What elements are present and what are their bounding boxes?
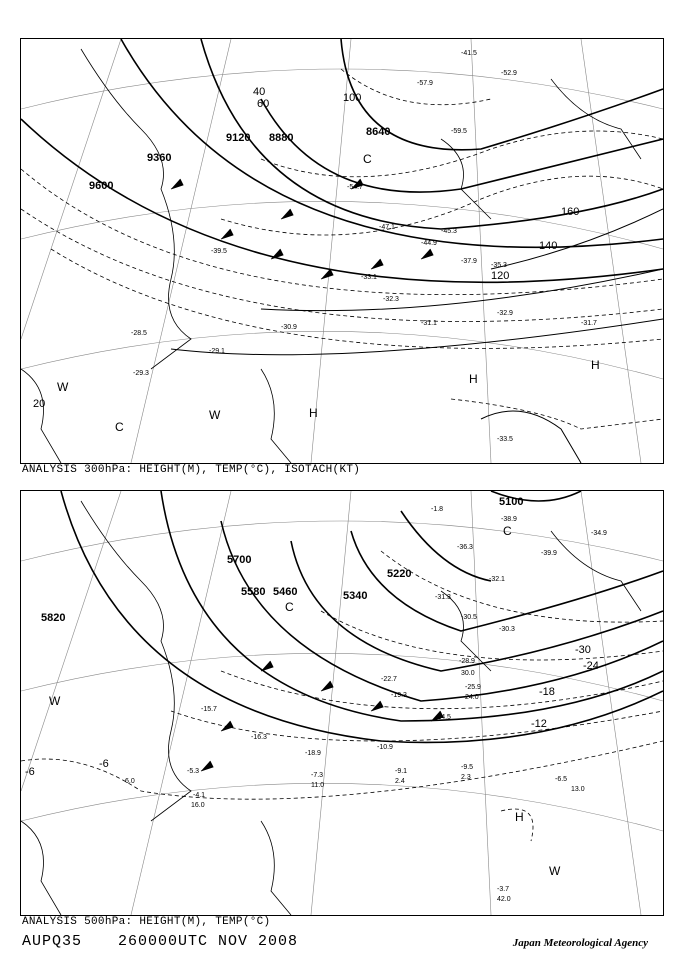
temp-label: -47.1 [379, 224, 395, 231]
isotach-label: 40 [253, 86, 266, 98]
isotherms-500 [21, 551, 663, 841]
temp-label: -30.5 [461, 614, 477, 621]
caption-500hpa: ANALYSIS 500hPa: HEIGHT(M), TEMP(°C) [22, 916, 271, 928]
height-label: 5340 [343, 590, 368, 602]
isotherm-label: -30 [575, 644, 591, 656]
temp-label: -30.3 [499, 626, 515, 633]
temp-label: -1.8 [431, 506, 444, 513]
cold-center-label: C [363, 152, 372, 166]
temp-label: -32.1 [489, 576, 505, 583]
temp-label: 13.0 [571, 786, 585, 793]
isotach-label: 20 [33, 398, 46, 410]
high-center-label: H [515, 810, 524, 824]
height-label: 8640 [366, 126, 391, 138]
isotach-label: 60 [257, 98, 270, 110]
temp-label: 16.0 [191, 802, 205, 809]
temp-label: -52.9 [501, 70, 517, 77]
product-code: AUPQ35 [22, 933, 83, 950]
temp-label: -38.9 [501, 516, 517, 523]
temp-label: -9.5 [461, 764, 474, 771]
temp-label: -33.5 [497, 436, 513, 443]
isotach-label: 100 [343, 92, 362, 104]
isotach-label: 160 [561, 206, 580, 218]
temp-label: -14.5 [435, 714, 451, 721]
temp-label: -32.3 [383, 296, 399, 303]
temp-label: -39.5 [211, 248, 227, 255]
chart-300hpa [20, 38, 664, 464]
temp-label: -15.7 [201, 706, 217, 713]
warm-center-label: W [209, 408, 221, 422]
temp-label: -16.3 [251, 734, 267, 741]
temp-label: -36.3 [457, 544, 473, 551]
agency-name: Japan Meteorological Agency [512, 937, 648, 949]
temp-label: -5.3 [187, 768, 200, 775]
temp-label: 6.0 [125, 778, 135, 785]
temp-label: -33.1 [361, 274, 377, 281]
height-label: 5460 [273, 586, 298, 598]
isotach-label: 120 [491, 270, 510, 282]
temp-label: -31.7 [581, 320, 597, 327]
temp-label: -57.9 [417, 80, 433, 87]
temp-label: 42.0 [497, 896, 511, 903]
product-line [22, 933, 324, 950]
height-label: 5580 [241, 586, 266, 598]
temp-label: -44.9 [421, 240, 437, 247]
temp-label: -25.9 [465, 684, 481, 691]
temp-label: -19.3 [391, 692, 407, 699]
height-label: 5100 [499, 496, 524, 508]
height-label: 9600 [89, 180, 114, 192]
temp-label: -45.3 [441, 228, 457, 235]
temp-label: -29.1 [209, 348, 225, 355]
isotherm-label: -6 [99, 758, 109, 770]
isotach-label: 140 [539, 240, 558, 252]
temp-label: -18.9 [305, 750, 321, 757]
isotherm-label: -12 [531, 718, 547, 730]
map-300hpa [21, 39, 663, 463]
height-label: 5220 [387, 568, 412, 580]
cold-center-label: C [503, 524, 512, 538]
temp-label: -4.1 [193, 792, 206, 799]
warm-center-label: W [49, 694, 61, 708]
height-label: 9120 [226, 132, 251, 144]
temp-label: -28.9 [459, 658, 475, 665]
height-contours-500 [61, 491, 663, 742]
temp-label: 30.0 [461, 670, 475, 677]
temp-label: 24.0 [465, 694, 479, 701]
cold-center-label: C [285, 600, 294, 614]
isotherm-label: -6 [25, 766, 35, 778]
isotachs-300 [171, 209, 663, 463]
height-contours-300 [21, 39, 663, 282]
warm-center-label: W [549, 864, 561, 878]
cold-center-label: C [115, 420, 124, 434]
map-500hpa [21, 491, 663, 915]
temp-label: 11.0 [311, 782, 325, 789]
temp-label: -41.5 [461, 50, 477, 57]
high-center-label: H [469, 372, 478, 386]
temp-label: -37.9 [461, 258, 477, 265]
valid-time: 260000UTC NOV 2008 [118, 933, 299, 950]
temp-label: -3.7 [497, 886, 510, 893]
warm-center-label: W [57, 380, 69, 394]
temp-label: -30.9 [281, 324, 297, 331]
chart-500hpa [20, 490, 664, 916]
temp-label: -6.5 [555, 776, 568, 783]
height-label: 9360 [147, 152, 172, 164]
temp-label: -10.9 [377, 744, 393, 751]
wind-barbs-500 [201, 661, 443, 771]
height-label: 5820 [41, 612, 66, 624]
high-center-label: H [591, 358, 600, 372]
height-label: 5700 [227, 554, 252, 566]
temp-label: -35.3 [491, 262, 507, 269]
temp-label: -9.1 [395, 768, 408, 775]
temp-label: 2.3 [461, 774, 471, 781]
temp-label: -59.5 [451, 128, 467, 135]
temp-label: -22.7 [381, 676, 397, 683]
temp-label: -31.1 [421, 320, 437, 327]
caption-300hpa: ANALYSIS 300hPa: HEIGHT(M), TEMP(°C), ISOTACH(KT) [22, 464, 361, 476]
isotherm-label: -24 [583, 660, 599, 672]
temp-label: -7.3 [311, 772, 324, 779]
temp-label: -31.3 [435, 594, 451, 601]
temp-label: -28.5 [131, 330, 147, 337]
temp-label: -29.3 [133, 370, 149, 377]
high-center-label: H [309, 406, 318, 420]
temp-label: -39.9 [541, 550, 557, 557]
coastlines [21, 49, 641, 463]
temp-label: -32.9 [497, 310, 513, 317]
height-label: 8880 [269, 132, 294, 144]
isotherm-label: -18 [539, 686, 555, 698]
temp-label: 2.4 [395, 778, 405, 785]
temp-label: -34.9 [591, 530, 607, 537]
temp-label: -54.7 [347, 184, 363, 191]
